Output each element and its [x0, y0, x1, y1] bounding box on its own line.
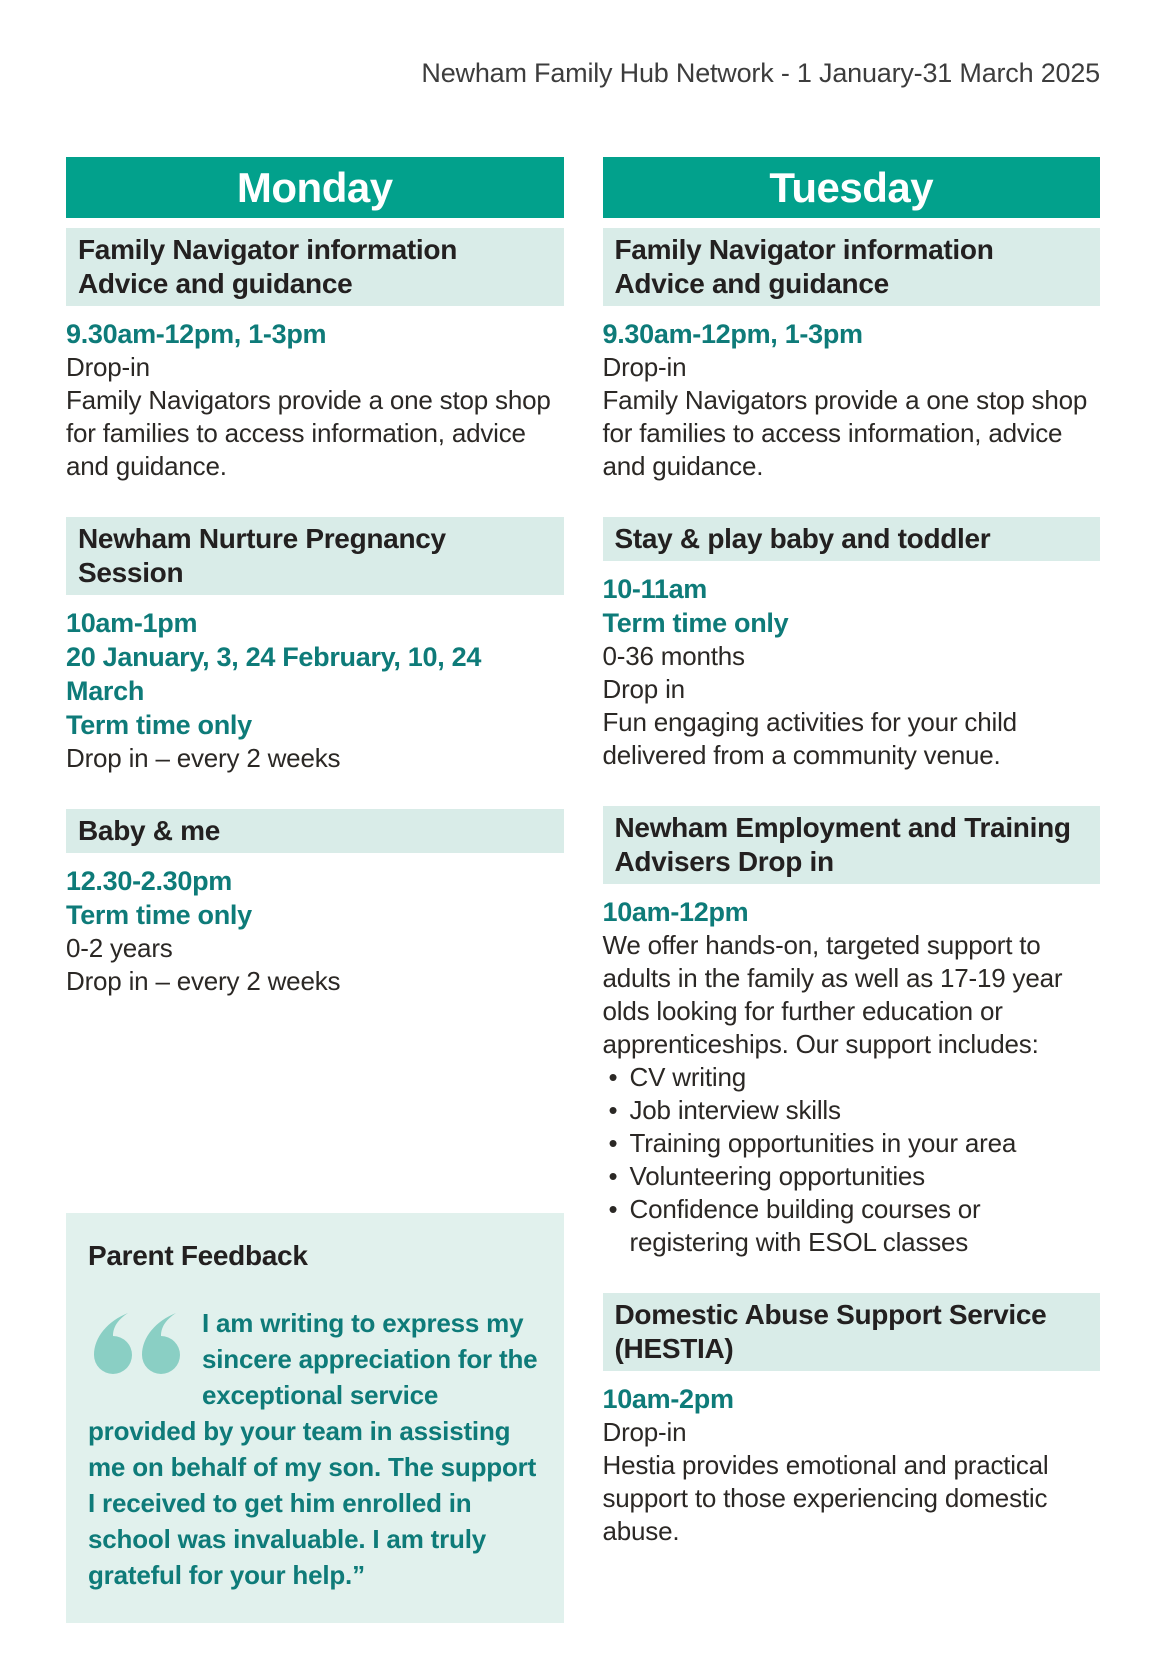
session-age-range: 0-36 months — [602, 641, 745, 671]
session-nurture-pregnancy — [66, 517, 564, 775]
session-title-line: Session — [78, 557, 184, 588]
session-title-line: Domestic Abuse Support Service — [614, 1299, 1047, 1330]
session-detail: Drop-in — [602, 352, 687, 382]
session-domestic-abuse-support — [603, 1293, 1101, 1548]
session-title-line: Advisers Drop in — [614, 846, 834, 877]
session-detail: Drop-in — [66, 352, 150, 382]
session-title-line: Advice and guidance — [78, 268, 353, 299]
session-description: Family Navigators provide a one stop shop for families to access information, advice and guidance. — [66, 385, 551, 481]
list-item: • CV writing — [603, 1061, 1101, 1094]
session-title-line: Stay & play baby and toddler — [614, 523, 991, 554]
feedback-quote-text: I am writing to express my sincere appreciation for the exceptional service provided by your team in assisting me on behalf of my son. The support I received to get him enrolled in school was invaluable. I am truly grateful for your help.” — [88, 1308, 538, 1590]
session-time: 10-11am — [602, 574, 707, 604]
quotation-marks-icon — [88, 1311, 184, 1379]
session-title-line: Baby & me — [78, 815, 221, 846]
session-title — [66, 809, 564, 853]
session-title — [66, 517, 564, 595]
session-term-note: Term time only — [66, 900, 252, 930]
session-title — [603, 228, 1101, 306]
session-description: We offer hands-on, targeted support to adults in the family as well as 17-19 year olds looking for further education or apprenticeships. Our support includes: — [602, 930, 1063, 1059]
session-detail: Drop-in — [602, 1417, 687, 1447]
list-item: • Volunteering opportunities — [603, 1160, 1101, 1193]
session-detail: Drop in – every 2 weeks — [66, 743, 341, 773]
session-term-note: Term time only — [66, 710, 252, 740]
column-tuesday — [603, 157, 1101, 1582]
session-family-navigator — [603, 228, 1101, 483]
session-title — [603, 806, 1101, 884]
session-time: 10am-2pm — [602, 1384, 734, 1414]
session-time: 12.30-2.30pm — [66, 866, 233, 896]
session-title-line: Family Navigator information — [614, 234, 994, 265]
session-term-note: Term time only — [602, 608, 789, 638]
day-label: Tuesday — [769, 163, 934, 211]
feedback-quote — [88, 1305, 542, 1593]
session-detail: Drop in — [602, 674, 685, 704]
day-header-tuesday — [603, 157, 1101, 218]
session-time: 9.30am-12pm, 1-3pm — [66, 319, 327, 349]
list-item: • Job interview skills — [603, 1094, 1101, 1127]
session-description: Family Navigators provide a one stop shop for families to access information, advice and guidance. — [602, 385, 1088, 481]
session-title-line: Newham Nurture Pregnancy — [78, 523, 446, 554]
session-title-line: (HESTIA) — [614, 1333, 734, 1364]
support-list — [603, 1061, 1101, 1259]
session-time: 10am-12pm — [602, 897, 749, 927]
session-employment-training — [603, 806, 1101, 1259]
session-description: Hestia provides emotional and practical support to those experiencing domestic abuse. — [602, 1450, 1049, 1546]
session-baby-and-me — [66, 809, 564, 998]
session-title-line: Newham Employment and Training — [614, 812, 1071, 843]
feedback-heading: Parent Feedback — [88, 1240, 308, 1271]
session-stay-and-play — [603, 517, 1101, 772]
day-header-monday — [66, 157, 564, 218]
session-title — [66, 228, 564, 306]
column-monday — [66, 157, 564, 1623]
session-dates: 20 January, 3, 24 February, 10, 24 March — [66, 642, 482, 706]
session-title-line: Advice and guidance — [614, 268, 889, 299]
session-title — [603, 1293, 1101, 1371]
day-columns — [0, 157, 1166, 1623]
session-description: Fun engaging activities for your child delivered from a community venue. — [602, 707, 1017, 770]
list-item: • Confidence building courses or registering with ESOL classes — [603, 1193, 1101, 1259]
page-title: Newham Family Hub Network - 1 January-31 March 2025 — [421, 58, 1100, 88]
session-detail: Drop in – every 2 weeks — [66, 966, 341, 996]
parent-feedback-box — [66, 1213, 564, 1623]
session-title-line: Family Navigator information — [78, 234, 457, 265]
session-title — [603, 517, 1101, 561]
day-label: Monday — [236, 163, 393, 211]
list-item: • Training opportunities in your area — [603, 1127, 1101, 1160]
session-age-range: 0-2 years — [66, 933, 173, 963]
session-time: 10am-1pm — [66, 608, 198, 638]
session-time: 9.30am-12pm, 1-3pm — [602, 319, 863, 349]
session-family-navigator — [66, 228, 564, 483]
